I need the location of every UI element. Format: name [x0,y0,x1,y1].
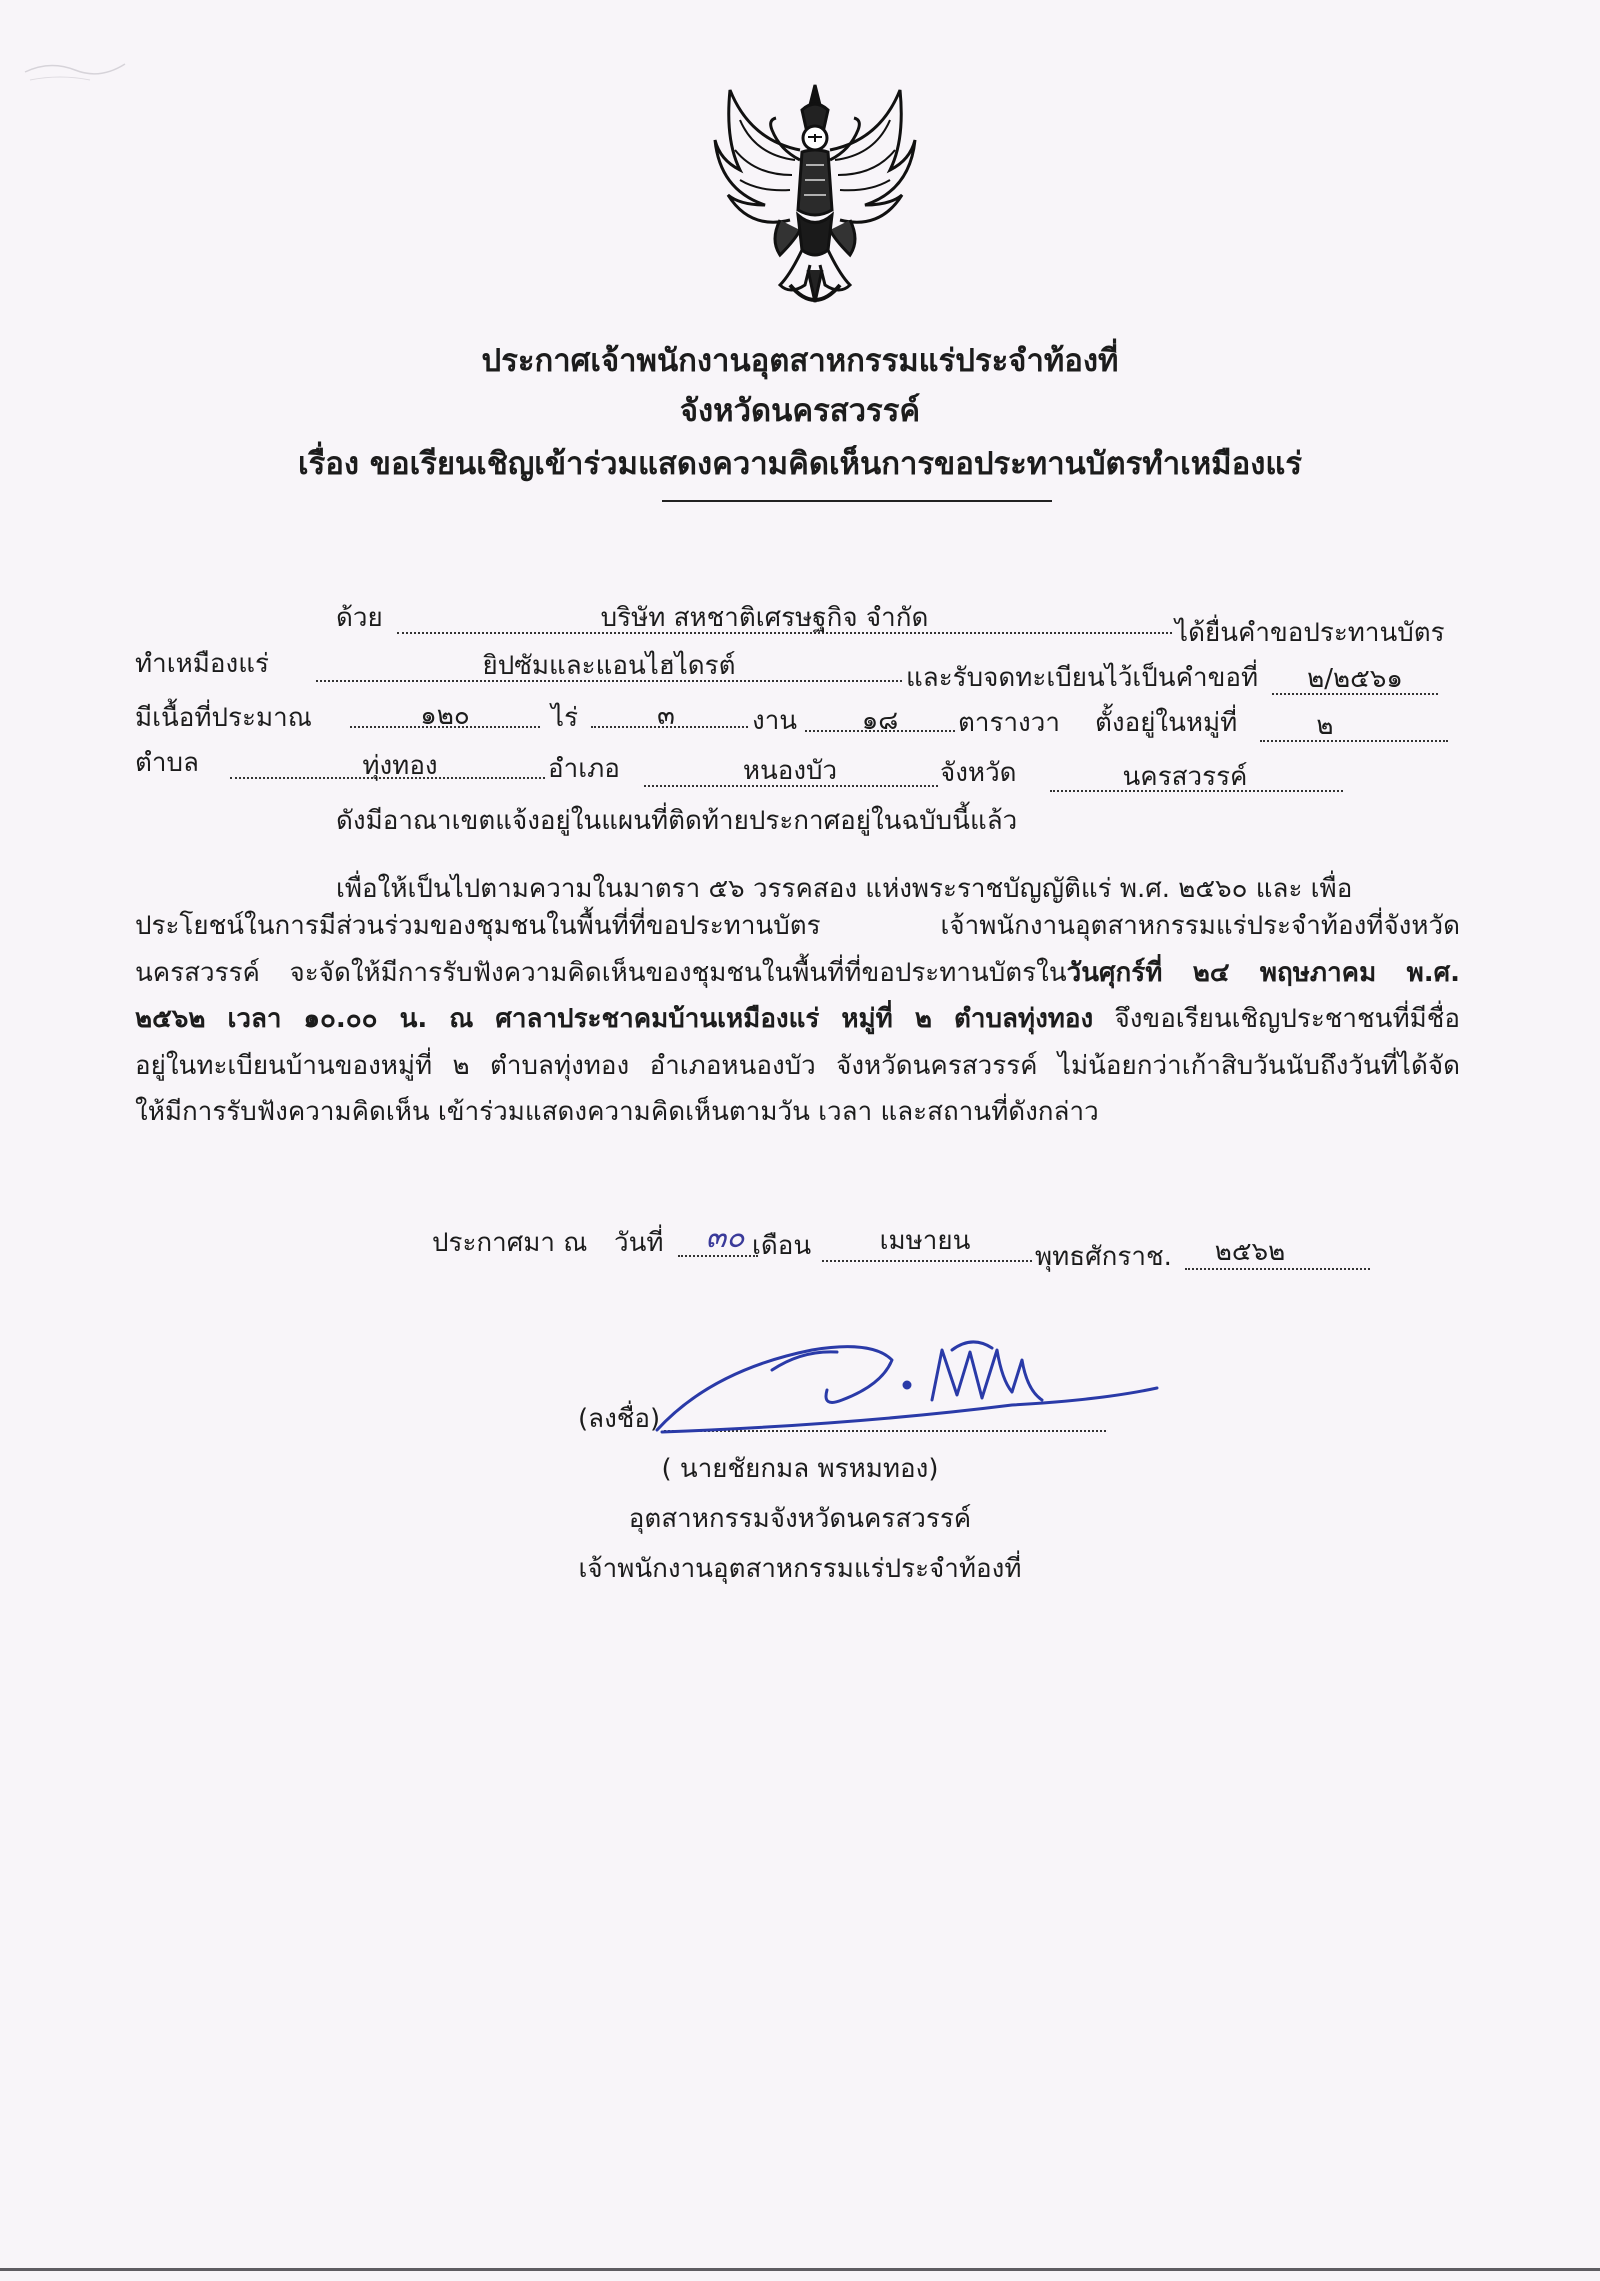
company-name: บริษัท สหชาติเศรษฐกิจ จำกัด [600,603,929,633]
province-label: จังหวัด [940,758,1017,788]
garuda-emblem-icon [710,80,920,315]
amphoe-value: หนองบัว [742,756,838,786]
body-line-4-text: จึงขอเรียนเชิญประชาชนที่มีชื่อ [1093,1004,1460,1034]
filed-label: ได้ยื่นคำขอประทานบัตร [1175,618,1445,648]
header-line-2: จังหวัดนครสวรรค์ [679,393,921,429]
header-line-1: ประกาศเจ้าพนักงานอุตสาหกรรมแร่ประจำท้องที่ [481,343,1119,379]
month-value: เมษายน [879,1226,971,1256]
wa-value: ๑๘ [861,706,899,736]
signer-position-1: อุตสาหกรรมจังหวัดนครสวรรค์ [628,1504,972,1534]
amphoe-label: อำเภอ [548,754,620,784]
month-label: เดือน [752,1231,812,1261]
scan-smudge [20,50,130,90]
body-line-2: ประโยชน์ในการมีส่วนร่วมของชุมชนในพื้นที่ที่ขอประทานบัตร เจ้าพนักงานอุตสาหกรรมแร่ประจำท้องที่จังหวัด [135,911,1460,941]
day-value: ๓๐ [705,1220,745,1255]
area-label: มีเนื้อที่ประมาณ [135,703,312,733]
announced-label: ประกาศมา ณ [432,1228,588,1258]
signer-name: ( นายชัยกมล พรหมทอง) [661,1454,939,1484]
day-label: วันที่ [614,1228,664,1258]
meeting-date: วันศุกร์ที่ ๒๔ พฤษภาคม พ.ศ. [1066,957,1460,988]
year-value: ๒๕๖๒ [1214,1237,1286,1267]
body-line-1: เพื่อให้เป็นไปตามความในมาตรา ๕๖ วรรคสอง แห่งพระราชบัญญัติแร่ พ.ศ. ๒๕๖๐ และ เพื่อ [336,874,1353,904]
rai-label: ไร่ [551,703,579,733]
year-label: พุทธศักราช. [1035,1242,1172,1272]
sign-label: (ลงชื่อ) [578,1404,661,1434]
ngan-value: ๓ [657,701,675,731]
meeting-time-place: ๒๕๖๒ เวลา ๑๐.๐๐ น. ณ ศาลาประชาคมบ้านเหมืองแร่ หมู่ที่ ๒ ตำบลทุ่งทอง [135,1004,1094,1034]
body-paragraph [135,903,1460,1136]
registered-label: และรับจดทะเบียนไว้เป็นคำขอที่ [906,663,1259,693]
moo-value: ๒ [1316,711,1334,741]
moo-label: ตั้งอยู่ในหมู่ที่ [1095,708,1238,738]
mineral-value: ยิปซัมและแอนไฮไดรต์ [482,651,736,681]
signer-position-2: เจ้าพนักงานอุตสาหกรรมแร่ประจำท้องที่ [578,1554,1022,1584]
wa-label: ตารางวา [958,708,1060,738]
body-line-4 [135,996,1460,1043]
mining-label: ทำเหมืองแร่ [135,649,269,679]
request-number: ๒/๒๕๖๑ [1307,664,1403,694]
body-line-5: อยู่ในทะเบียนบ้านของหมู่ที่ ๒ ตำบลทุ่งทอง อำเภอหนองบัว จังหวัดนครสวรรค์ ไม่น้อยกว่าเก้าสิบวันนับถึงวันที่ได้จัด [135,1050,1460,1081]
handwritten-signature [652,1330,1172,1440]
ngan-label: งาน [752,706,798,736]
body-line-3-text: นครสวรรค์ จะจัดให้มีการรับฟังความคิดเห็นของชุมชนในพื้นที่ที่ขอประทานบัตรใน [135,957,1067,988]
boundary-note: ดังมีอาณาเขตแจ้งอยู่ในแผนที่ติดท้ายประกาศอยู่ในฉบับนี้แล้ว [336,806,1018,836]
by-label: ด้วย [336,603,383,633]
title-underline [662,500,1052,502]
page-bottom-edge [0,2268,1600,2271]
body-line-6: ให้มีการรับฟังความคิดเห็น เข้าร่วมแสดงความคิดเห็นตามวัน เวลา และสถานที่ดังกล่าว [135,1097,1099,1127]
province-value: นครสวรรค์ [1122,762,1248,792]
tambon-value: ทุ่งทอง [362,751,438,781]
header-subject: เรื่อง ขอเรียนเชิญเข้าร่วมแสดงความคิดเห็นการขอประทานบัตรทำเหมืองแร่ [298,446,1302,482]
tambon-label: ตำบล [135,748,199,778]
body-line-3 [135,950,1460,997]
rai-value: ๑๒๐ [420,701,470,731]
